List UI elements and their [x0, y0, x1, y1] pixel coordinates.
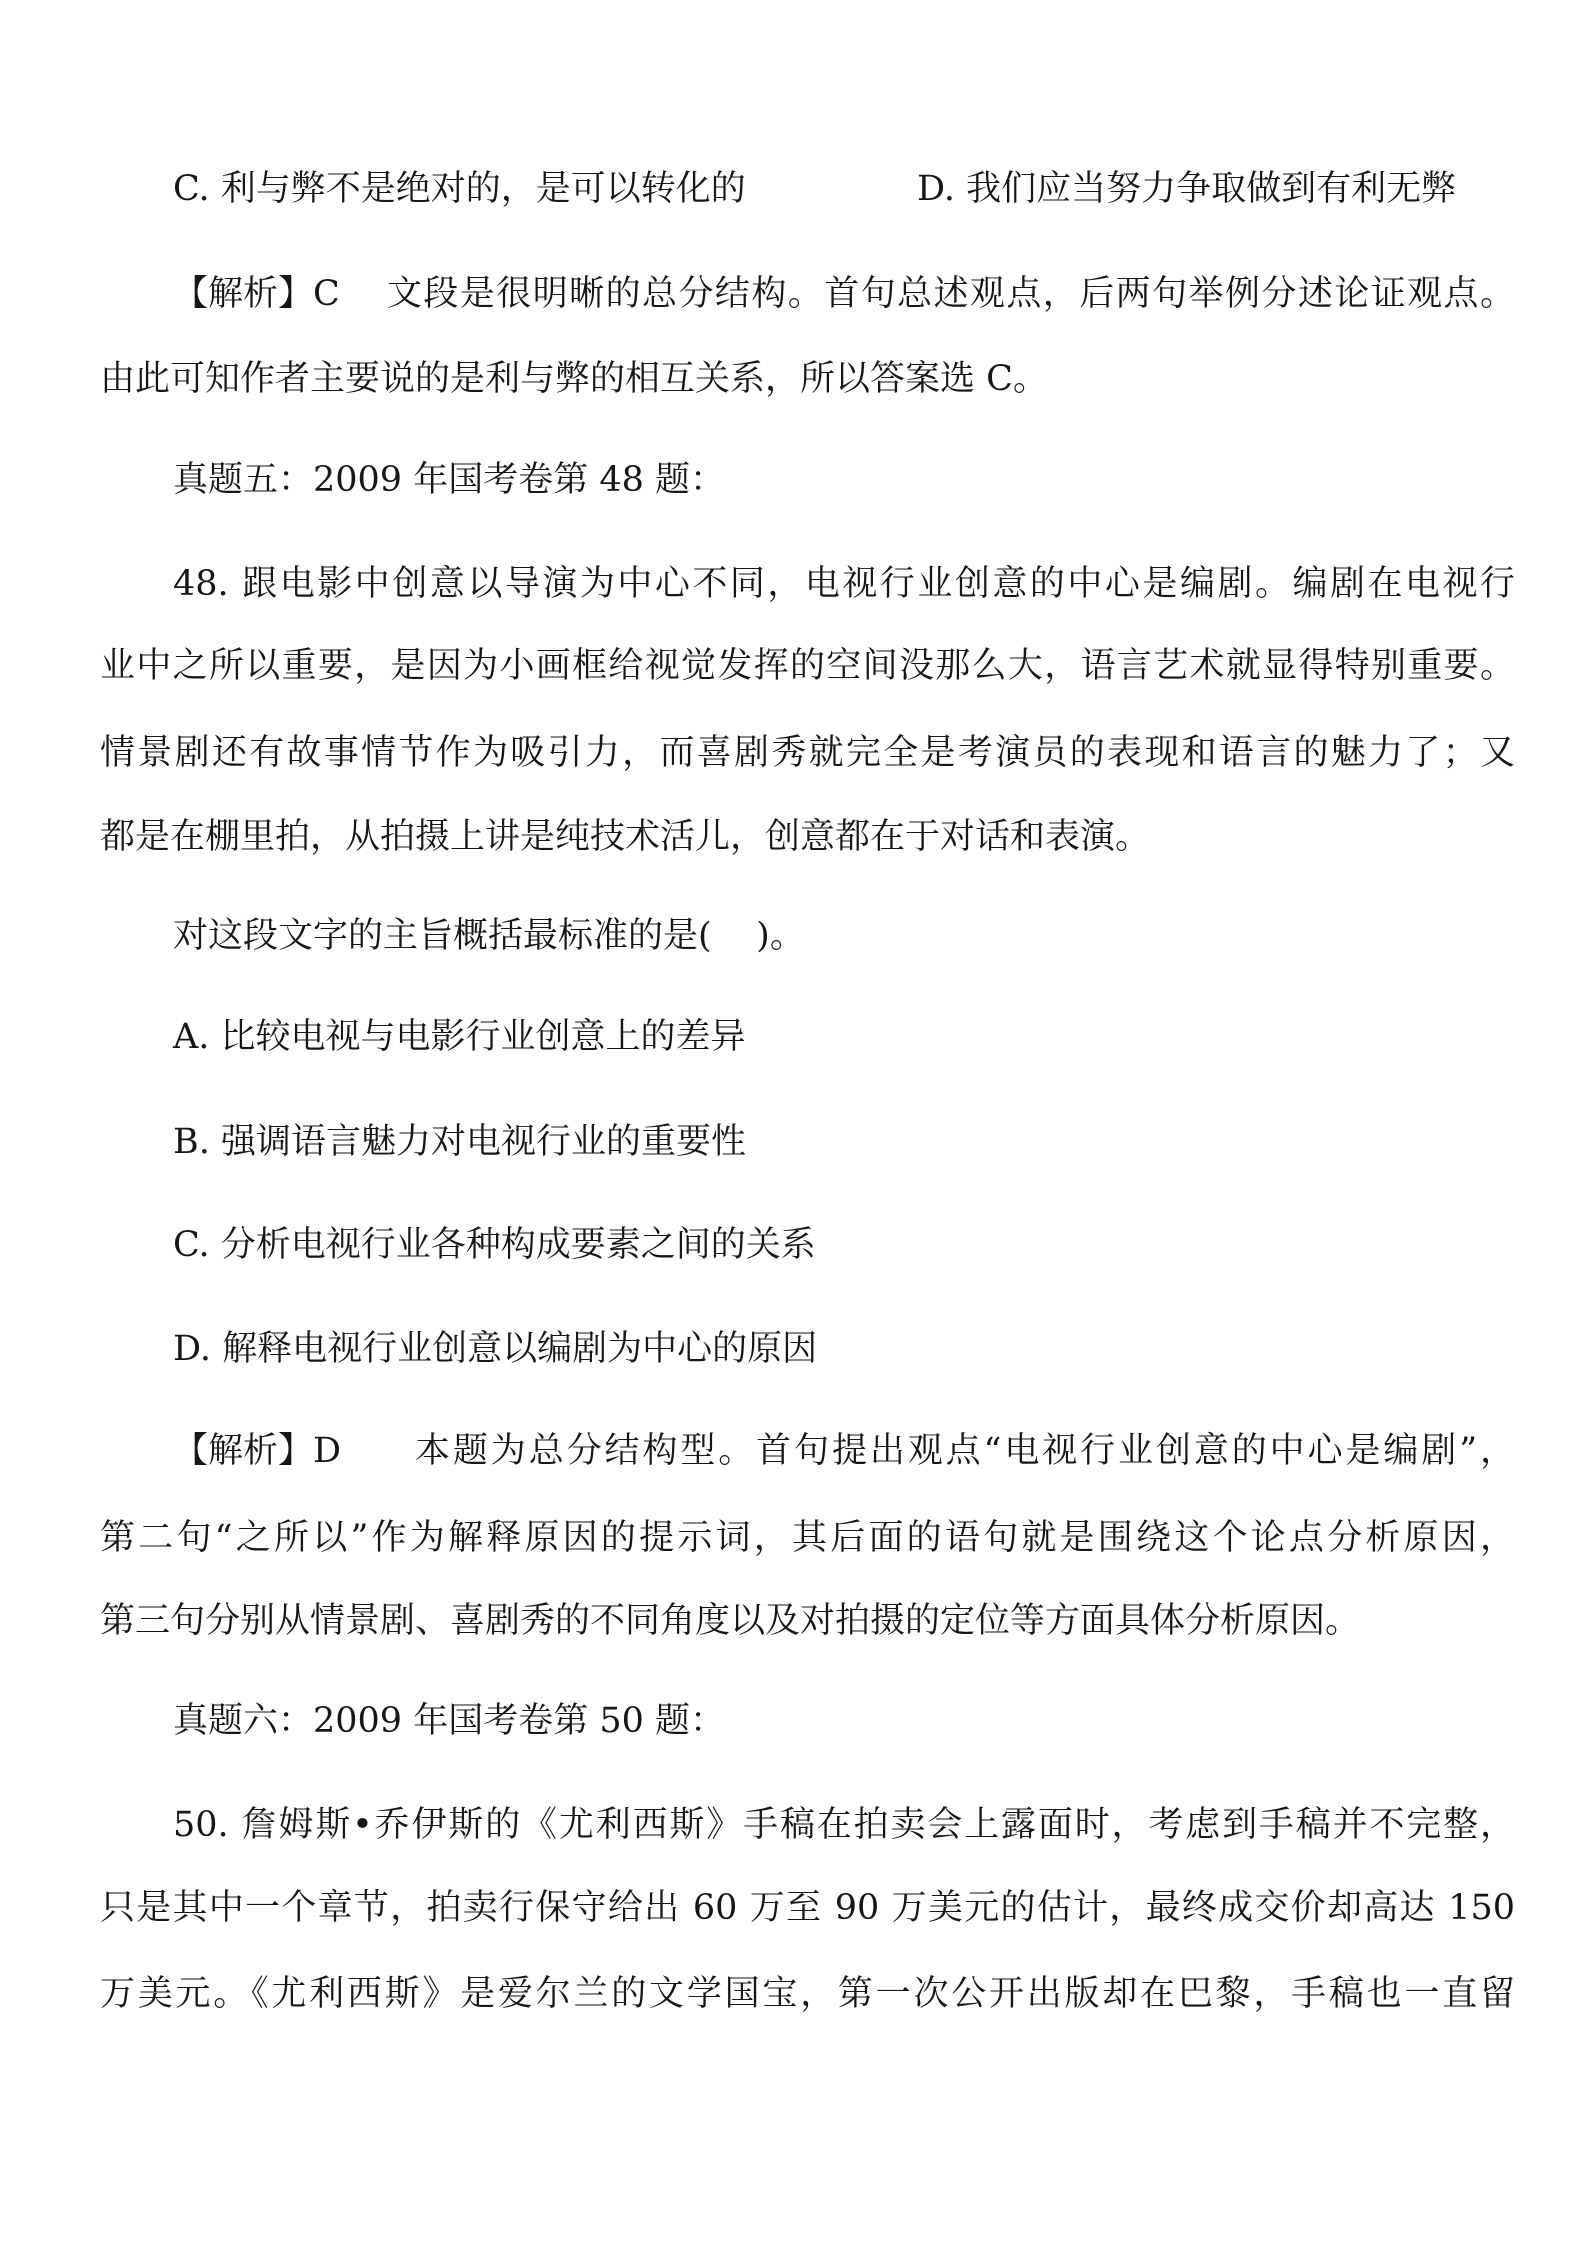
question6-stem-line: 50. 詹姆斯•乔伊斯的《尤利西斯》手稿在拍卖会上露面时，考虑到手稿并不完整， — [173, 1805, 1515, 1845]
question5-analysis-line: 第二句“之所以”作为解释原因的提示词，其后面的语句就是围绕这个论点分析原因， — [100, 1518, 1515, 1558]
question6-stem-line: 只是其中一个章节，拍卖行保守给出 60 万至 90 万美元的估计，最终成交价却高达 150 — [100, 1888, 1515, 1928]
question5-stem-line: 48. 跟电影中创意以导演为中心不同，电视行业创意的中心是编剧。编剧在电视行 — [173, 564, 1515, 604]
question6-heading: 真题六：2009 年国考卷第 50 题： — [173, 1701, 725, 1741]
question5-heading: 真题五：2009 年国考卷第 48 题： — [173, 460, 725, 500]
question5-stem-line: 业中之所以重要，是因为小画框给视觉发挥的空间没那么大，语言艺术就显得特别重要。 — [100, 646, 1515, 686]
question5-stem-line: 情景剧还有故事情节作为吸引力，而喜剧秀就完全是考演员的表现和语言的魅力了；又 — [100, 733, 1515, 773]
question5-analysis-label: 【解析】D — [173, 1431, 342, 1471]
question5-analysis-line: 本题为总分结构型。首句提出观点“电视行业创意的中心是编剧”， — [415, 1431, 1515, 1471]
question5-prompt: 对这段文字的主旨概括最标准的是( )。 — [173, 916, 805, 956]
prev-option-c: C. 利与弊不是绝对的，是可以转化的 — [173, 169, 746, 209]
prev-analysis-label: 【解析】C — [173, 274, 340, 314]
prev-option-d: D. 我们应当努力争取做到有利无弊 — [917, 169, 1457, 209]
question5-stem-line: 都是在棚里拍，从拍摄上讲是纯技术活儿，创意都在于对话和表演。 — [100, 817, 1151, 857]
question5-option-a: A. 比较电视与电影行业创意上的差异 — [173, 1017, 746, 1057]
question5-option-d: D. 解释电视行业创意以编剧为中心的原因 — [173, 1329, 818, 1369]
question5-analysis-line: 第三句分别从情景剧、喜剧秀的不同角度以及对拍摄的定位等方面具体分析原因。 — [100, 1601, 1361, 1641]
question5-option-c: C. 分析电视行业各种构成要素之间的关系 — [173, 1225, 816, 1265]
question6-stem-line: 万美元。《尤利西斯》是爱尔兰的文学国宝，第一次公开出版却在巴黎，手稿也一直留 — [100, 1974, 1515, 2014]
prev-analysis-line: 由此可知作者主要说的是利与弊的相互关系，所以答案选 C。 — [100, 359, 1048, 399]
question5-option-b: B. 强调语言魅力对电视行业的重要性 — [173, 1122, 746, 1162]
prev-analysis-line: 文段是很明晰的总分结构。首句总述观点，后两句举例分述论证观点。 — [387, 274, 1515, 314]
